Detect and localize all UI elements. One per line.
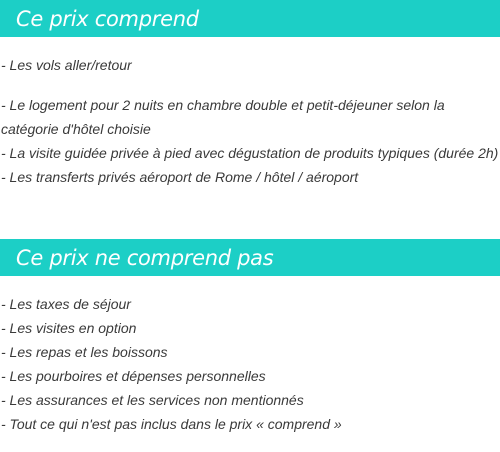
excludes-item: - Les visites en option — [1, 320, 137, 336]
excludes-title: Ce prix ne comprend pas — [16, 245, 274, 270]
excludes-item: - Les pourboires et dépenses personnelles — [1, 368, 266, 384]
includes-header — [0, 0, 500, 37]
includes-item: - Les vols aller/retour — [1, 57, 132, 73]
includes-title: Ce prix comprend — [16, 6, 199, 31]
excludes-item: - Les assurances et les services non mentionnés — [1, 392, 304, 408]
excludes-item: - Les repas et les boissons — [1, 344, 168, 360]
includes-item: - Les transferts privés aéroport de Rome / hôtel / aéroport — [1, 169, 359, 185]
includes-item: catégorie d'hôtel choisie — [1, 121, 151, 137]
includes-item: - Le logement pour 2 nuits en chambre double et petit-déjeuner selon la — [1, 97, 445, 113]
excludes-header — [0, 239, 500, 276]
includes-item: - La visite guidée privée à pied avec dégustation de produits typiques (durée 2h) — [1, 145, 499, 161]
excludes-item: - Les taxes de séjour — [1, 296, 131, 312]
excludes-item: - Tout ce qui n'est pas inclus dans le prix « comprend » — [1, 416, 342, 432]
